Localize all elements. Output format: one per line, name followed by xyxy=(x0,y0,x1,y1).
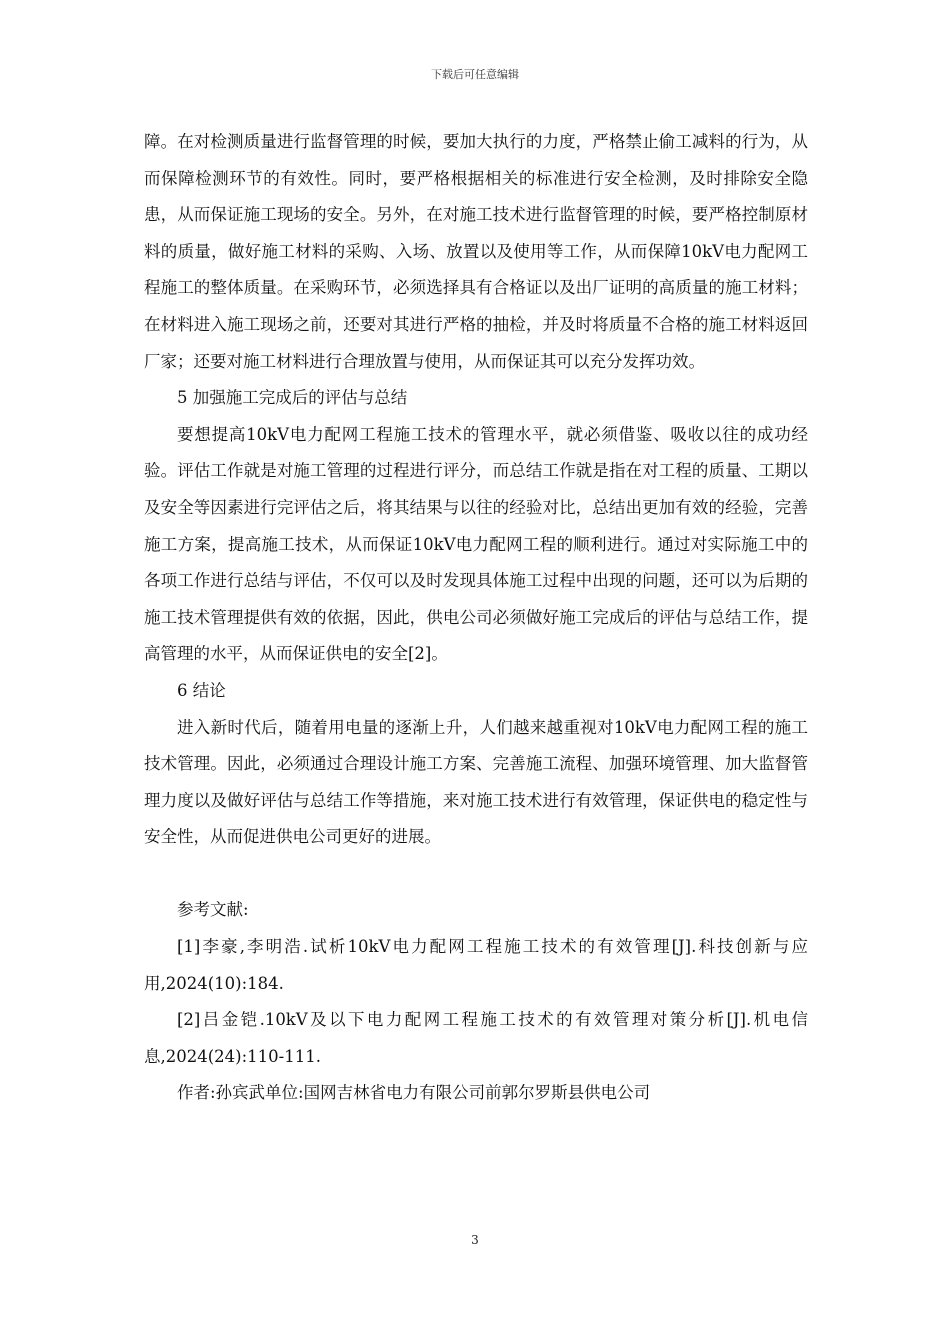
paragraph-evaluation: 要想提高10kV电力配网工程施工技术的管理水平，就必须借鉴、吸收以往的成功经验。评估工作就是对施工管理的过程进行评分，而总结工作就是指在对工程的质量、工期以及安全等因素进行完评估之后，将其结果与以往的经验对比，总结出更加有效的经验，完善施工方案，提高施工技术，从而保证10kV电力配网工程的顺利进行。通过对实际施工中的各项工作进行总结与评估，不仅可以及时发现具体施工过程中出现的问题，还可以为后期的施工技术管理提供有效的依据，因此，供电公司必须做好施工完成后的评估与总结工作，提高管理的水平，从而保证供电的安全[2]。 xyxy=(144,424,808,664)
document-body xyxy=(144,124,808,1112)
blank-line xyxy=(144,856,808,893)
author-line: 作者:孙宾武单位:国网吉林省电力有限公司前郭尔罗斯县供电公司 xyxy=(177,1083,651,1103)
section-heading-5: 5 加强施工完成后的评估与总结 xyxy=(177,388,408,408)
page-header: 下载后可任意编辑 xyxy=(431,68,519,81)
reference-item-2: [2]吕金铠.10kV及以下电力配网工程施工技术的有效管理对策分析[J].机电信息,2024(24):110-111. xyxy=(144,1010,808,1066)
section-heading-6: 6 结论 xyxy=(177,680,226,700)
reference-item-1: [1]李豪,李明浩.试析10kV电力配网工程施工技术的有效管理[J].科技创新与应用,2024(10):184. xyxy=(144,937,808,993)
references-title: 参考文献: xyxy=(177,900,249,920)
page-number: 3 xyxy=(471,1233,479,1247)
paragraph-conclusion: 进入新时代后，随着用电量的逐渐上升，人们越来越重视对10kV电力配网工程的施工技术管理。因此，必须通过合理设计施工方案、完善施工流程、加强环境管理、加大监督管理力度以及做好评估与总结工作等措施，来对施工技术进行有效管理，保证供电的稳定性与安全性，从而促进供电公司更好的进展。 xyxy=(144,717,808,847)
paragraph-continuation: 障。在对检测质量进行监督管理的时候，要加大执行的力度，严格禁止偷工减料的行为，从而保障检测环节的有效性。同时，要严格根据相关的标准进行安全检测，及时排除安全隐患，从而保证施工现场的安全。另外，在对施工技术进行监督管理的时候，要严格控制原材料的质量，做好施工材料的采购、入场、放置以及使用等工作，从而保障10kV电力配网工程施工的整体质量。在采购环节，必须选择具有合格证以及出厂证明的高质量的施工材料；在材料进入施工现场之前，还要对其进行严格的抽检，并及时将质量不合格的施工材料返回厂家；还要对施工材料进行合理放置与使用，从而保证其可以充分发挥功效。 xyxy=(144,132,808,371)
